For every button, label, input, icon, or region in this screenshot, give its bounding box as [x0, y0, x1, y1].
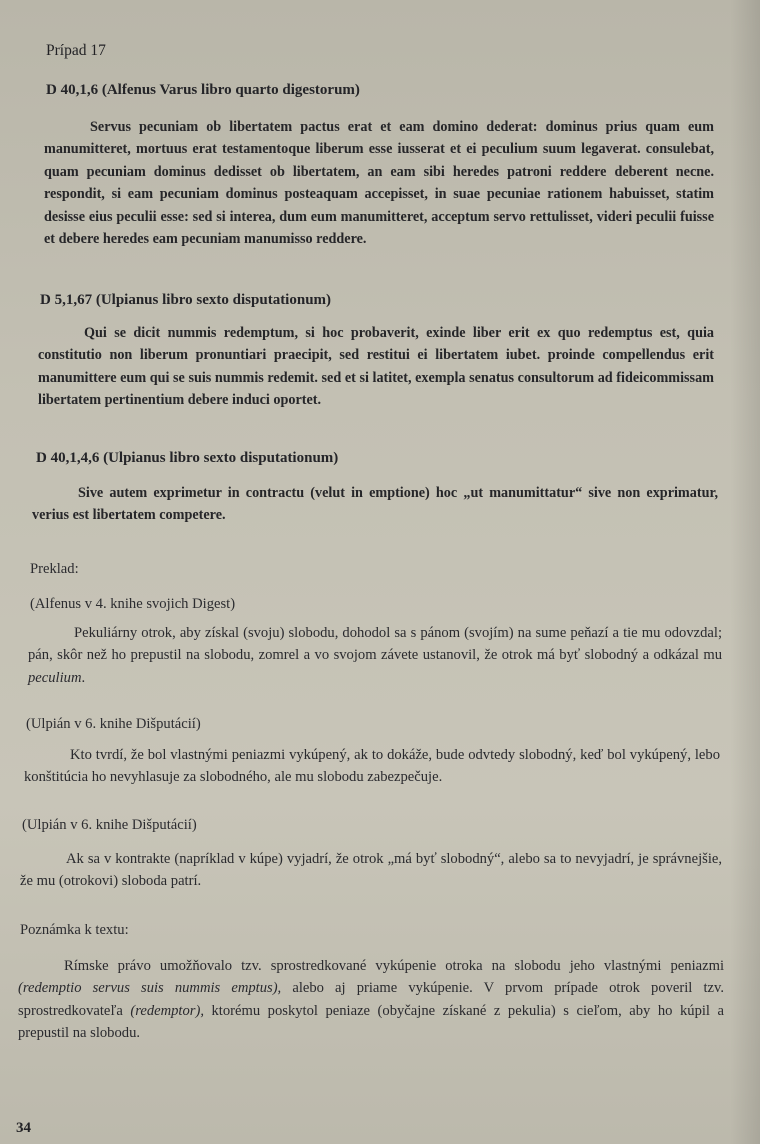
latin-text-2: Qui se dicit nummis redemptum, si hoc probaverit, exinde liber erit ex quo redemptus est, quia constitutio non liberum pronuntiari praecipit, sed restitui ei libertatem iubet. proinde compellendus erit manumittere eum qui se suis nummis redemit. sed et si latitet, exempla senatus consultorum ad fideicommissam libertatem pertinentium debere induci oportet.	[38, 325, 714, 409]
translation-source-1: (Alfenus v 4. knihe svojich Digest)	[30, 596, 236, 612]
note-text-part-1: Rímske právo umožňovalo tzv. sprostredkované vykúpenie otroka na slobodu jeho vlastnými peniazmi	[64, 958, 724, 974]
note-emphasis-1: (redemptio servus suis nummis emptus),	[18, 980, 282, 997]
note-text-part-2: alebo aj priame vykúpenie. V prvom prípade otrok poveril tzv. sprostredkovateľa	[18, 980, 725, 1019]
case-label: Prípad 17	[46, 42, 106, 59]
translation-text-1-body: Pekuliárny otrok, aby získal (svoju) slobodu, dohodol sa s pánom (svojím) na sume peňazí a tie mu odovzdal; pán, skôr než ho prepustil na slobodu, zomrel a vo svojom závete ustanovil, že otrok má byť slobodný a odkázal mu	[28, 625, 722, 664]
latin-text-1: Servus pecuniam ob libertatem pactus erat et eam domino dederat: dominus prius quam eum manumitteret, mortuus erat testamentoque liberum esse iusserat et ei peculium suum legaverat. consulebat, quam pecuniam dominus dedisset ob libertatem, an eam sibi heredes patroni reddere deberent necne. respondit, si eam pecuniam dominus posteaquam accepisset, in suae pecuniae rationem habuisset, statim desisse eius peculii esse: sed si interea, dum eum manumitteret, acceptum servo rettulisset, videri peculii fuisse et debere heredes eam pecuniam manumisso reddere.	[44, 119, 714, 248]
latin-text-3: Sive autem exprimetur in contractu (velut in emptione) hoc „ut manumittatur“ sive non exprimatur, verius est libertatem competere.	[32, 485, 718, 524]
translation-text-3: Ak sa v kontrakte (napríklad v kúpe) vyjadrí, že otrok „má byť slobodný“, alebo sa to nevyjadrí, je správnejšie, že mu (otrokovi) sloboda patrí.	[20, 851, 722, 890]
section-heading-1: D 40,1,6 (Alfenus Varus libro quarto digestorum)	[46, 82, 360, 98]
note-emphasis-2: (redemptor),	[130, 1002, 204, 1019]
translation-text-1-emphasis: peculium	[28, 669, 82, 686]
note-label: Poznámka k textu:	[20, 922, 129, 938]
translation-text-1-tail: .	[81, 669, 86, 686]
section-heading-2: D 5,1,67 (Ulpianus libro sexto disputationum)	[40, 292, 332, 308]
translation-source-2: (Ulpián v 6. knihe Dišputácií)	[26, 716, 201, 732]
translation-text-1	[28, 622, 722, 689]
section-heading-3: D 40,1,4,6 (Ulpianus libro sexto disputationum)	[36, 450, 339, 466]
translation-source-3: (Ulpián v 6. knihe Dišputácií)	[22, 817, 197, 833]
translation-label: Preklad:	[30, 561, 79, 577]
translation-text-2: Kto tvrdí, že bol vlastnými peniazmi vykúpený, ak to dokáže, bude odvtedy slobodný, keď bol vykúpený, lebo konštitúcia ho nevyhlasuje za slobodného, ale mu slobodu zabezpečuje.	[24, 747, 720, 786]
page-number: 34	[16, 1120, 31, 1136]
note-text-part-3: ktorému poskytol peniaze (obyčajne získané z pekulia) s cieľom, aby ho kúpil a prepustil na slobodu.	[18, 1002, 724, 1042]
page-edge-shadow	[730, 0, 760, 1144]
note-text	[18, 955, 724, 1045]
